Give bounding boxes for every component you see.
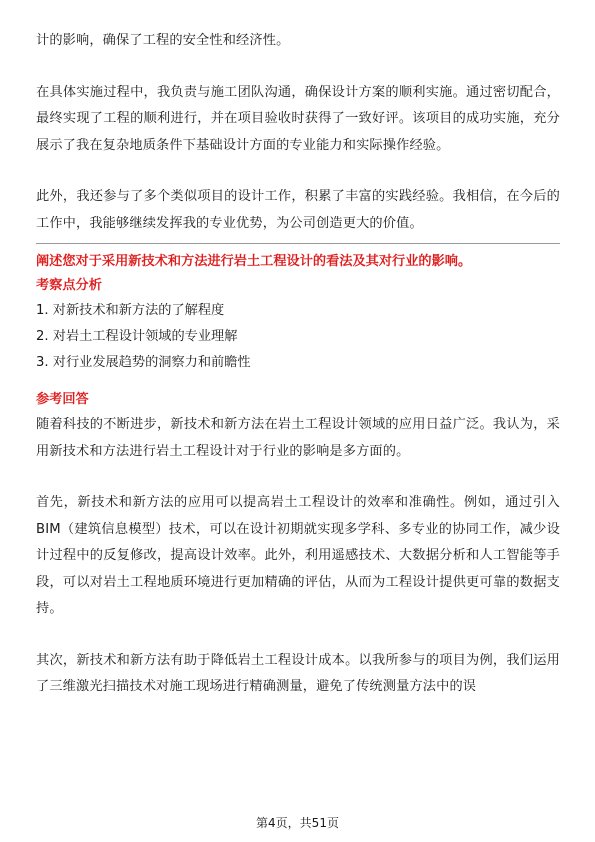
page-content [36,28,560,701]
answer-paragraph-3: 其次，新技术和新方法有助于降低岩土工程设计成本。以我所参与的项目为例，我们运用了三维激光扫描技术对施工现场进行精确测量，避免了传统测量方法中的误 [36,652,560,694]
section-divider [36,243,560,244]
analysis-point: 3. 对行业发展趋势的洞察力和前瞻性 [36,355,251,370]
answer-paragraph-1: 随着科技的不断进步，新技术和新方法在岩土工程设计领域的应用日益广泛。我认为，采用新技术和方法进行岩土工程设计对于行业的影响是多方面的。 [36,417,560,459]
intro-paragraph-1: 计的影响，确保了工程的安全性和经济性。 [36,33,290,48]
analysis-point: 1. 对新技术和新方法的了解程度 [36,303,225,318]
analysis-point: 2. 对岩土工程设计领域的专业理解 [36,329,238,344]
answer-label: 参考回答 [36,392,89,407]
analysis-points-list [36,298,560,376]
intro-paragraph-2: 在具体实施过程中，我负责与施工团队沟通，确保设计方案的顺利实施。通过密切配合，最终实现了工程的顺利进行，并在项目验收时获得了一致好评。该项目的成功实施，充分展示了我在复杂地质条件下基础设计方面的专业能力和实际操作经验。 [36,84,560,153]
answer-paragraph-2: 首先，新技术和新方法的应用可以提高岩土工程设计的效率和准确性。例如，通过引入BIM（建筑信息模型）技术，可以在设计初期就实现多学科、多专业的协同工作，减少设计过程中的反复修改，提高设计效率。此外，利用遥感技术、大数据分析和人工智能等手段，可以对岩土工程地质环境进行更加精确的评估，从而为工程设计提供更可靠的数据支持。 [36,495,560,616]
question-heading: 阐述您对于采用新技术和方法进行岩土工程设计的看法及其对行业的影响。 [36,254,472,269]
page-footer: 第4页，共51页 [256,816,339,830]
intro-paragraph-3: 此外，我还参与了多个类似项目的设计工作，积累了丰富的实践经验。我相信，在今后的工作中，我能够继续发挥我的专业优势，为公司创造更大的价值。 [36,189,560,231]
analysis-label: 考察点分析 [36,278,102,293]
